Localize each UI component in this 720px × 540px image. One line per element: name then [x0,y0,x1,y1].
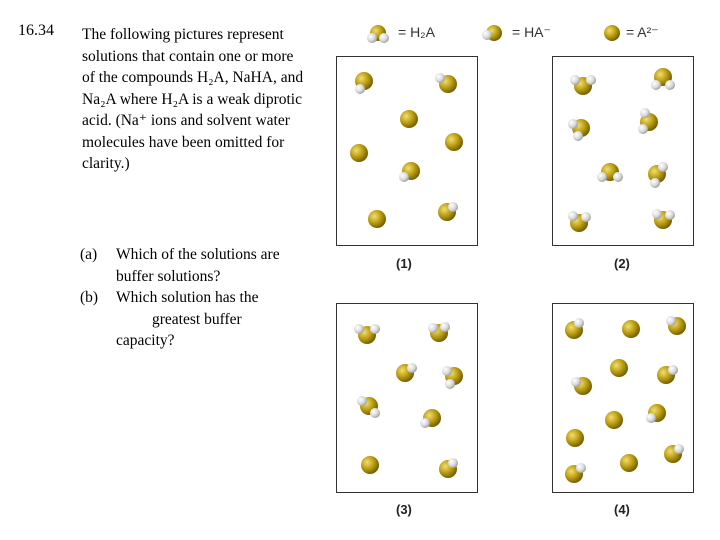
ha-molecule [646,404,666,423]
part-a-label: (a) [80,246,98,263]
panel-2-molecules [553,57,693,245]
ha-molecule [435,73,457,93]
part-a [80,244,320,287]
h2a-molecule [442,366,463,389]
legend-ha-icon [480,20,508,44]
h2a-molecule [568,119,590,141]
ha-molecule [664,444,684,463]
ha-molecule [355,72,373,94]
ha-molecule [396,363,417,382]
ha-molecule [399,162,420,182]
panel-4-molecules [553,304,693,492]
panel-3-molecules [337,304,477,492]
panel-2 [552,56,694,246]
a2-molecule [610,359,628,377]
legend-a2-label: = A²⁻ [626,24,659,40]
a2-molecule [622,320,640,338]
part-b-text-line1: Which solution has the [116,289,259,306]
h2a-molecule [597,163,623,182]
panel-2-caption: (2) [614,256,630,271]
panel-4-caption: (4) [614,502,630,517]
a2-molecule [566,429,584,447]
ha-molecule [571,377,592,395]
ha-molecule [565,463,586,483]
h2a-molecule [568,211,591,232]
h2a-molecule [652,209,675,229]
h2a-molecule [651,68,675,90]
legend-a2-icon [598,20,626,44]
h2a-molecule [638,108,658,134]
a2-molecule [620,454,638,472]
problem-number: 16.34 [18,22,54,39]
ha-molecule [657,365,678,384]
ha-molecule [420,409,441,428]
panel-1-caption: (1) [396,256,412,271]
h2a-molecule [570,75,596,95]
ha-molecule [438,202,458,221]
h2a-molecule [357,396,380,418]
ha-molecule [666,316,686,335]
part-b-text-line3: capacity? [116,332,175,349]
legend-ha-label: = HA⁻ [512,24,551,40]
legend-h2a-icon [364,20,392,44]
h2a-molecule [354,324,380,344]
a2-molecule [605,411,623,429]
question-parts [80,244,320,352]
h2a-molecule [428,322,450,342]
legend-h2a-label: = H₂A [398,24,435,40]
panel-3-caption: (3) [396,502,412,517]
a2-molecule [350,144,368,162]
part-b-label: (b) [80,289,99,306]
panel-4 [552,303,694,493]
part-a-text: Which of the solutions are buffer solutions? [116,246,280,285]
a2-molecule [368,210,386,228]
a2-molecule [361,456,379,474]
panel-1-molecules [337,57,477,245]
panel-3 [336,303,478,493]
part-b [80,287,320,309]
a2-molecule [400,110,418,128]
problem-statement: The following pictures represent solutions that contain one or more of the compounds H₂A, NaHA, and Na₂A where H₂A is a weak diprotic acid. (Na⁺ ions and solvent water molecules have been omitted for clarity.) [82,26,304,172]
h2a-molecule [648,162,668,188]
part-b-text-line2: greatest buffer [152,310,242,328]
ha-molecule [439,458,458,478]
panel-1 [336,56,478,246]
a2-molecule [445,133,463,151]
ha-molecule [565,318,584,339]
